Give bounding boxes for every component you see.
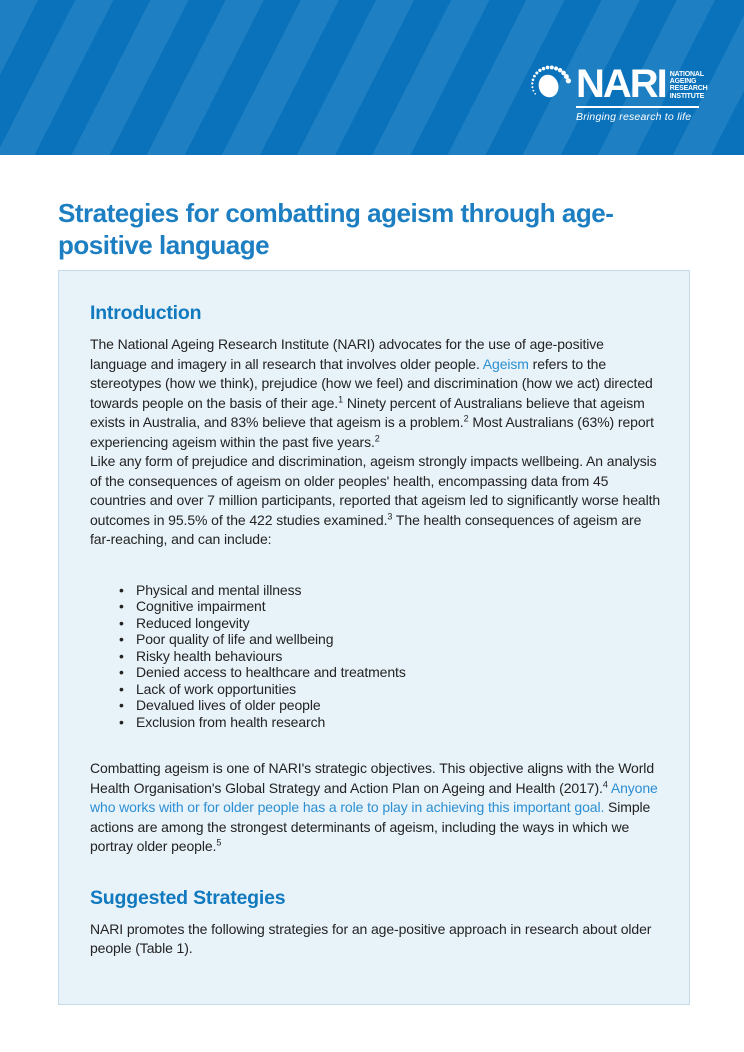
list-item: • Lack of work opportunities xyxy=(136,681,662,698)
intro-paragraph-2 xyxy=(90,452,662,550)
list-item: • Exclusion from health research xyxy=(136,714,662,731)
footnote-ref: 4 xyxy=(602,778,608,789)
text-segment: The National Ageing Research Institute (NARI) advocates for the use of age-positive language and imagery in all research that involves older people. xyxy=(90,336,604,372)
footnote-ref: 2 xyxy=(463,413,469,424)
list-item: • Risky health behaviours xyxy=(136,648,662,665)
footnote-ref: 2 xyxy=(374,432,380,443)
institute-name-line: NATIONAL xyxy=(669,70,704,78)
list-item: • Cognitive impairment xyxy=(136,598,662,615)
intro-paragraph-3 xyxy=(90,759,662,857)
institute-name-line: AGEING xyxy=(669,78,697,86)
page-title: Strategies for combatting ageism through age-positive language xyxy=(58,198,614,261)
list-item: • Physical and mental illness xyxy=(136,582,662,599)
text-segment: Combatting ageism is one of NARI's strategic objectives. This objective aligns with the World Health Organisation's Global Strategy and Action Plan on Ageing and Health (2017). xyxy=(90,760,655,796)
institute-name-line: RESEARCH xyxy=(669,85,708,93)
text-segment: Most Australians (63%) report experiencing ageism within the past five years. xyxy=(90,414,654,450)
logo-divider xyxy=(576,106,699,108)
content-panel xyxy=(58,270,690,1005)
inline-link[interactable]: Ageism xyxy=(482,355,529,372)
text-segment: The health consequences of ageism are far-reaching, and can include: xyxy=(90,511,642,547)
logo-institute-name xyxy=(670,71,708,100)
list-item: • Reduced longevity xyxy=(136,615,662,632)
nari-spiral-mark-icon xyxy=(529,56,573,103)
intro-paragraph-1 xyxy=(90,335,662,452)
list-item: • Devalued lives of older people xyxy=(136,697,662,714)
strategies-paragraph: NARI promotes the following strategies for an age-positive approach in research about older people (Table 1). xyxy=(90,920,652,956)
footnote-ref: 5 xyxy=(216,837,222,848)
nari-logo xyxy=(529,56,708,123)
footnote-ref: 1 xyxy=(338,393,344,404)
institute-name-line: INSTITUTE xyxy=(669,92,705,100)
footnote-ref: 3 xyxy=(387,510,393,521)
text-segment: Simple actions are among the strongest determinants of ageism, including the ways in which we portray older people. xyxy=(90,799,651,854)
intro-heading: Introduction xyxy=(90,302,202,324)
text-segment: Ninety percent of Australians believe that ageism exists in Australia, and 83% believe that ageism is a problem. xyxy=(90,394,645,430)
list-item: • Poor quality of life and wellbeing xyxy=(136,631,662,648)
consequences-list xyxy=(90,582,662,731)
brand-header xyxy=(0,0,744,155)
text-segment: Like any form of prejudice and discrimination, ageism strongly impacts wellbeing. An analysis of the consequences of ageism on older peoples' health, encompassing data from 45 countries and over 7 million participants, reported that ageism led to significantly worse health outcomes in 95.5% of the 422 studies examined. xyxy=(90,453,661,528)
text-segment: Anyone who works with or for older people has a role to play in achieving this important goal. xyxy=(90,779,658,815)
logo-tagline: Bringing research to life xyxy=(576,111,692,123)
logo-acronym: NARI xyxy=(576,62,666,106)
list-item: • Denied access to healthcare and treatments xyxy=(136,664,662,681)
text-segment: refers to the stereotypes (how we think), prejudice (how we feel) and discrimination (how we act) directed towards people on the basis of their age. xyxy=(90,355,653,411)
logo-top-row xyxy=(529,56,708,106)
strategies-heading: Suggested Strategies xyxy=(90,886,286,909)
